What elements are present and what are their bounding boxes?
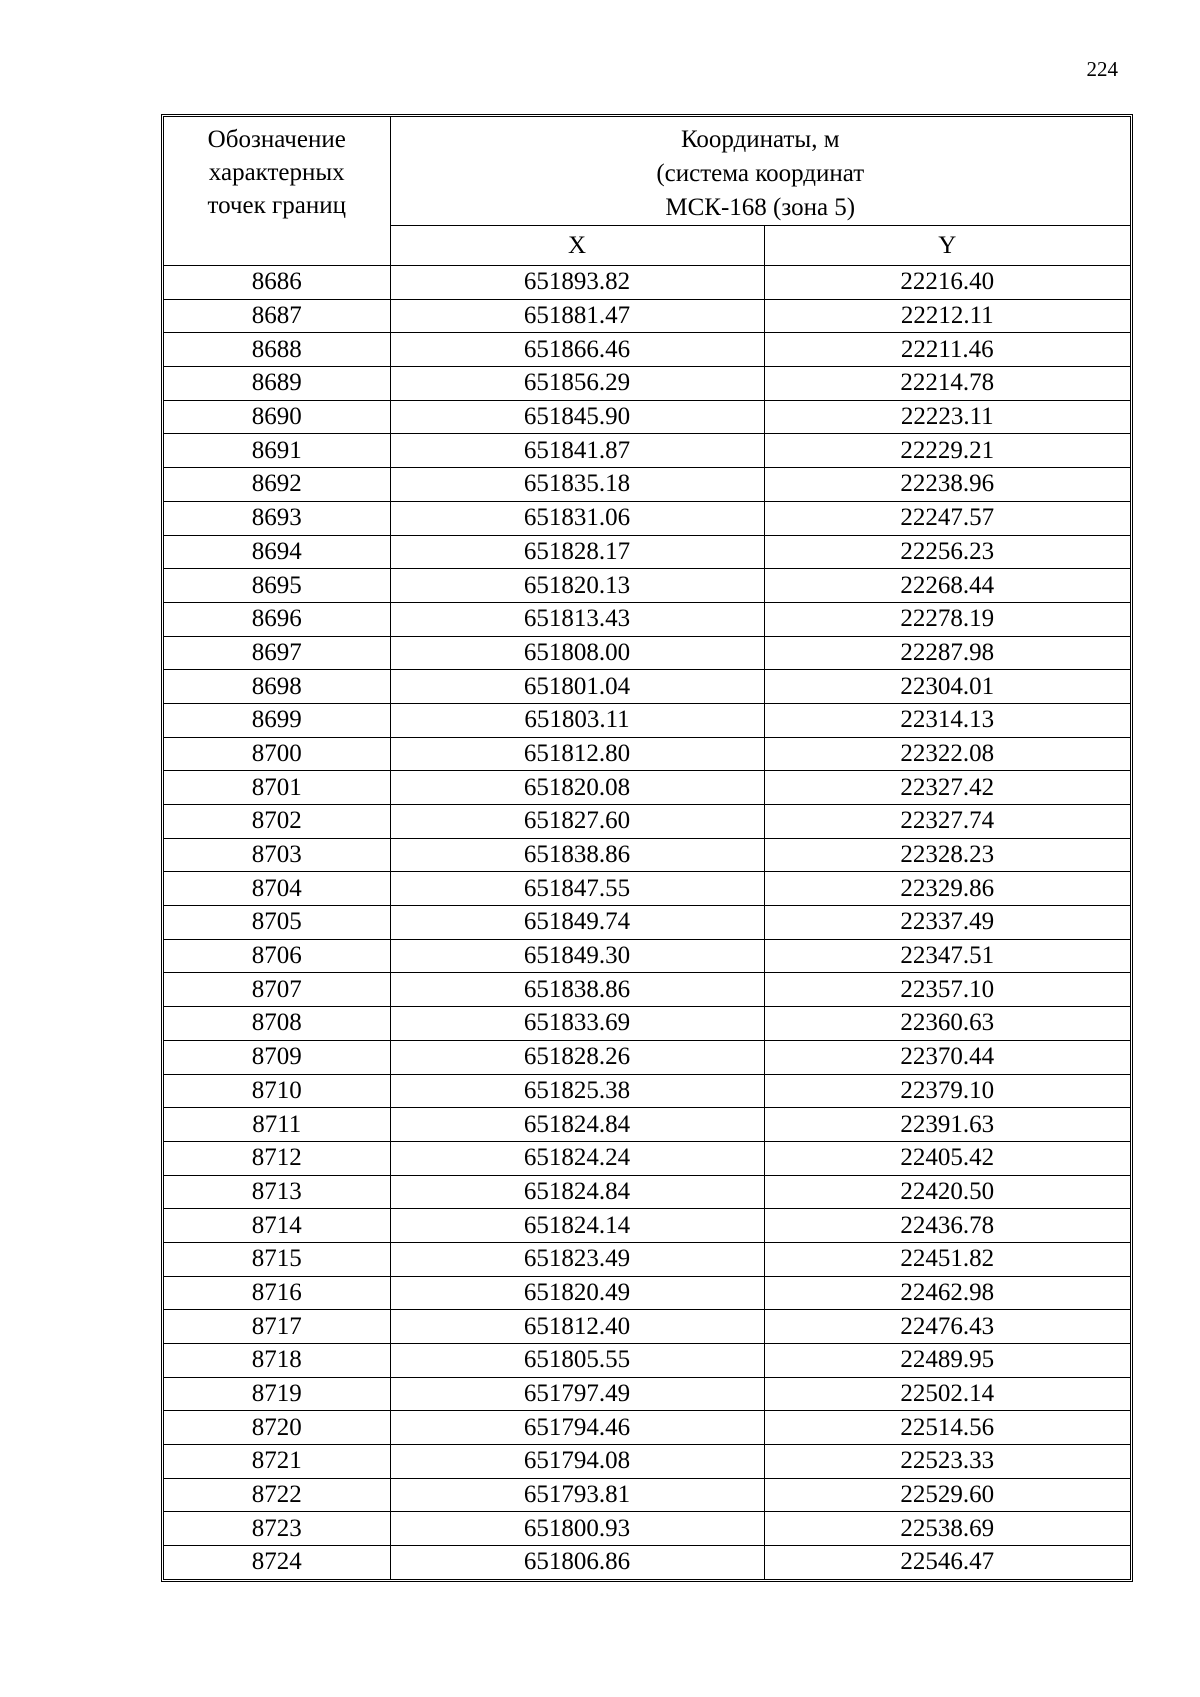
cell-point: 8707	[164, 973, 390, 1007]
table-row	[164, 1108, 1130, 1142]
cell-point: 8705	[164, 906, 390, 940]
table-row	[164, 1310, 1130, 1344]
table-row	[164, 569, 1130, 603]
coordinates-table	[161, 114, 1133, 1582]
cell-y: 22379.10	[764, 1074, 1130, 1108]
cell-point: 8708	[164, 1007, 390, 1041]
cell-point: 8711	[164, 1108, 390, 1142]
cell-y: 22216.40	[764, 266, 1130, 300]
cell-y: 22451.82	[764, 1242, 1130, 1276]
table-row	[164, 400, 1130, 434]
cell-point: 8706	[164, 939, 390, 973]
cell-x: 651893.82	[390, 266, 764, 300]
cell-point: 8700	[164, 737, 390, 771]
cell-point: 8704	[164, 872, 390, 906]
cell-x: 651794.08	[390, 1445, 764, 1479]
cell-point: 8697	[164, 636, 390, 670]
cell-y: 22538.69	[764, 1512, 1130, 1546]
cell-y: 22546.47	[764, 1546, 1130, 1579]
table-row	[164, 906, 1130, 940]
header-coords-line: МСК-168 (зона 5)	[665, 194, 856, 221]
cell-x: 651806.86	[390, 1546, 764, 1579]
table-row	[164, 1007, 1130, 1041]
cell-point: 8702	[164, 805, 390, 839]
table-header	[164, 117, 1130, 266]
cell-x: 651881.47	[390, 299, 764, 333]
page-number: 224	[1086, 57, 1118, 81]
cell-point: 8719	[164, 1377, 390, 1411]
cell-x: 651794.46	[390, 1411, 764, 1445]
table-row	[164, 1074, 1130, 1108]
cell-y: 22238.96	[764, 468, 1130, 502]
table-row	[164, 1411, 1130, 1445]
cell-x: 651841.87	[390, 434, 764, 468]
cell-x: 651823.49	[390, 1242, 764, 1276]
cell-y: 22287.98	[764, 636, 1130, 670]
header-point-line: Обозначение	[207, 126, 346, 153]
cell-y: 22514.56	[764, 1411, 1130, 1445]
table-row	[164, 1478, 1130, 1512]
cell-y: 22357.10	[764, 973, 1130, 1007]
cell-point: 8720	[164, 1411, 390, 1445]
cell-x: 651812.40	[390, 1310, 764, 1344]
table-row	[164, 872, 1130, 906]
cell-x: 651856.29	[390, 367, 764, 401]
cell-x: 651793.81	[390, 1478, 764, 1512]
cell-point: 8722	[164, 1478, 390, 1512]
cell-y: 22229.21	[764, 434, 1130, 468]
cell-x: 651866.46	[390, 333, 764, 367]
table-row	[164, 1040, 1130, 1074]
cell-point: 8694	[164, 535, 390, 569]
cell-x: 651835.18	[390, 468, 764, 502]
header-y: Y	[764, 226, 1130, 266]
cell-x: 651824.24	[390, 1141, 764, 1175]
table-row	[164, 703, 1130, 737]
cell-point: 8698	[164, 670, 390, 704]
cell-y: 22327.42	[764, 771, 1130, 805]
cell-x: 651847.55	[390, 872, 764, 906]
cell-x: 651820.08	[390, 771, 764, 805]
cell-y: 22476.43	[764, 1310, 1130, 1344]
header-point-designation	[164, 117, 390, 266]
cell-point: 8713	[164, 1175, 390, 1209]
header-point-line: характерных	[208, 159, 345, 186]
cell-x: 651827.60	[390, 805, 764, 839]
cell-x: 651824.84	[390, 1175, 764, 1209]
table-row	[164, 468, 1130, 502]
cell-y: 22314.13	[764, 703, 1130, 737]
cell-y: 22489.95	[764, 1344, 1130, 1378]
cell-point: 8716	[164, 1276, 390, 1310]
cell-x: 651849.30	[390, 939, 764, 973]
table-row	[164, 1377, 1130, 1411]
cell-y: 22328.23	[764, 838, 1130, 872]
cell-y: 22405.42	[764, 1141, 1130, 1175]
cell-y: 22337.49	[764, 906, 1130, 940]
cell-y: 22347.51	[764, 939, 1130, 973]
cell-point: 8710	[164, 1074, 390, 1108]
table-row	[164, 535, 1130, 569]
cell-x: 651824.14	[390, 1209, 764, 1243]
cell-x: 651808.00	[390, 636, 764, 670]
header-x: X	[390, 226, 764, 266]
table-row	[164, 1276, 1130, 1310]
cell-y: 22370.44	[764, 1040, 1130, 1074]
cell-x: 651813.43	[390, 602, 764, 636]
cell-y: 22256.23	[764, 535, 1130, 569]
cell-y: 22329.86	[764, 872, 1130, 906]
cell-y: 22436.78	[764, 1209, 1130, 1243]
cell-point: 8721	[164, 1445, 390, 1479]
table-row	[164, 602, 1130, 636]
cell-x: 651828.26	[390, 1040, 764, 1074]
cell-x: 651805.55	[390, 1344, 764, 1378]
cell-x: 651824.84	[390, 1108, 764, 1142]
cell-point: 8715	[164, 1242, 390, 1276]
cell-x: 651833.69	[390, 1007, 764, 1041]
cell-point: 8703	[164, 838, 390, 872]
header-coords-line: (система координат	[656, 160, 865, 187]
cell-point: 8693	[164, 501, 390, 535]
header-point-line: точек границ	[207, 192, 346, 219]
table-row	[164, 939, 1130, 973]
cell-y: 22211.46	[764, 333, 1130, 367]
cell-point: 8689	[164, 367, 390, 401]
cell-point: 8687	[164, 299, 390, 333]
cell-y: 22523.33	[764, 1445, 1130, 1479]
table-row	[164, 434, 1130, 468]
table-row	[164, 1141, 1130, 1175]
cell-x: 651849.74	[390, 906, 764, 940]
table-row	[164, 636, 1130, 670]
table-row	[164, 501, 1130, 535]
table-row	[164, 838, 1130, 872]
cell-y: 22462.98	[764, 1276, 1130, 1310]
cell-y: 22223.11	[764, 400, 1130, 434]
cell-point: 8688	[164, 333, 390, 367]
table-row	[164, 1546, 1130, 1579]
table-row	[164, 973, 1130, 1007]
cell-point: 8723	[164, 1512, 390, 1546]
cell-x: 651838.86	[390, 973, 764, 1007]
cell-y: 22327.74	[764, 805, 1130, 839]
cell-y: 22278.19	[764, 602, 1130, 636]
cell-point: 8714	[164, 1209, 390, 1243]
table-row	[164, 367, 1130, 401]
table-row	[164, 805, 1130, 839]
table-row	[164, 1209, 1130, 1243]
cell-y: 22268.44	[764, 569, 1130, 603]
cell-point: 8699	[164, 703, 390, 737]
cell-x: 651803.11	[390, 703, 764, 737]
table-row	[164, 1175, 1130, 1209]
cell-point: 8695	[164, 569, 390, 603]
table-row	[164, 266, 1130, 300]
table-row	[164, 670, 1130, 704]
cell-x: 651797.49	[390, 1377, 764, 1411]
table-row	[164, 1242, 1130, 1276]
cell-y: 22360.63	[764, 1007, 1130, 1041]
table-row	[164, 737, 1130, 771]
cell-x: 651812.80	[390, 737, 764, 771]
coordinates-table-grid	[164, 117, 1130, 1579]
cell-x: 651800.93	[390, 1512, 764, 1546]
cell-x: 651820.49	[390, 1276, 764, 1310]
cell-y: 22247.57	[764, 501, 1130, 535]
cell-y: 22212.11	[764, 299, 1130, 333]
cell-point: 8718	[164, 1344, 390, 1378]
cell-point: 8691	[164, 434, 390, 468]
cell-point: 8690	[164, 400, 390, 434]
cell-point: 8686	[164, 266, 390, 300]
header-coordinates	[390, 117, 1130, 226]
cell-x: 651820.13	[390, 569, 764, 603]
table-row	[164, 299, 1130, 333]
table-row	[164, 1445, 1130, 1479]
cell-y: 22529.60	[764, 1478, 1130, 1512]
cell-x: 651838.86	[390, 838, 764, 872]
cell-y: 22420.50	[764, 1175, 1130, 1209]
cell-y: 22214.78	[764, 367, 1130, 401]
cell-point: 8701	[164, 771, 390, 805]
cell-point: 8712	[164, 1141, 390, 1175]
cell-x: 651831.06	[390, 501, 764, 535]
cell-x: 651801.04	[390, 670, 764, 704]
table-row	[164, 1344, 1130, 1378]
cell-point: 8724	[164, 1546, 390, 1579]
cell-point: 8717	[164, 1310, 390, 1344]
cell-y: 22304.01	[764, 670, 1130, 704]
cell-point: 8696	[164, 602, 390, 636]
cell-x: 651845.90	[390, 400, 764, 434]
cell-x: 651825.38	[390, 1074, 764, 1108]
cell-y: 22502.14	[764, 1377, 1130, 1411]
table-body	[164, 266, 1130, 1579]
table-row	[164, 771, 1130, 805]
table-row	[164, 1512, 1130, 1546]
cell-y: 22391.63	[764, 1108, 1130, 1142]
cell-point: 8709	[164, 1040, 390, 1074]
cell-point: 8692	[164, 468, 390, 502]
cell-y: 22322.08	[764, 737, 1130, 771]
cell-x: 651828.17	[390, 535, 764, 569]
header-coords-line: Координаты, м	[680, 126, 840, 153]
table-row	[164, 333, 1130, 367]
